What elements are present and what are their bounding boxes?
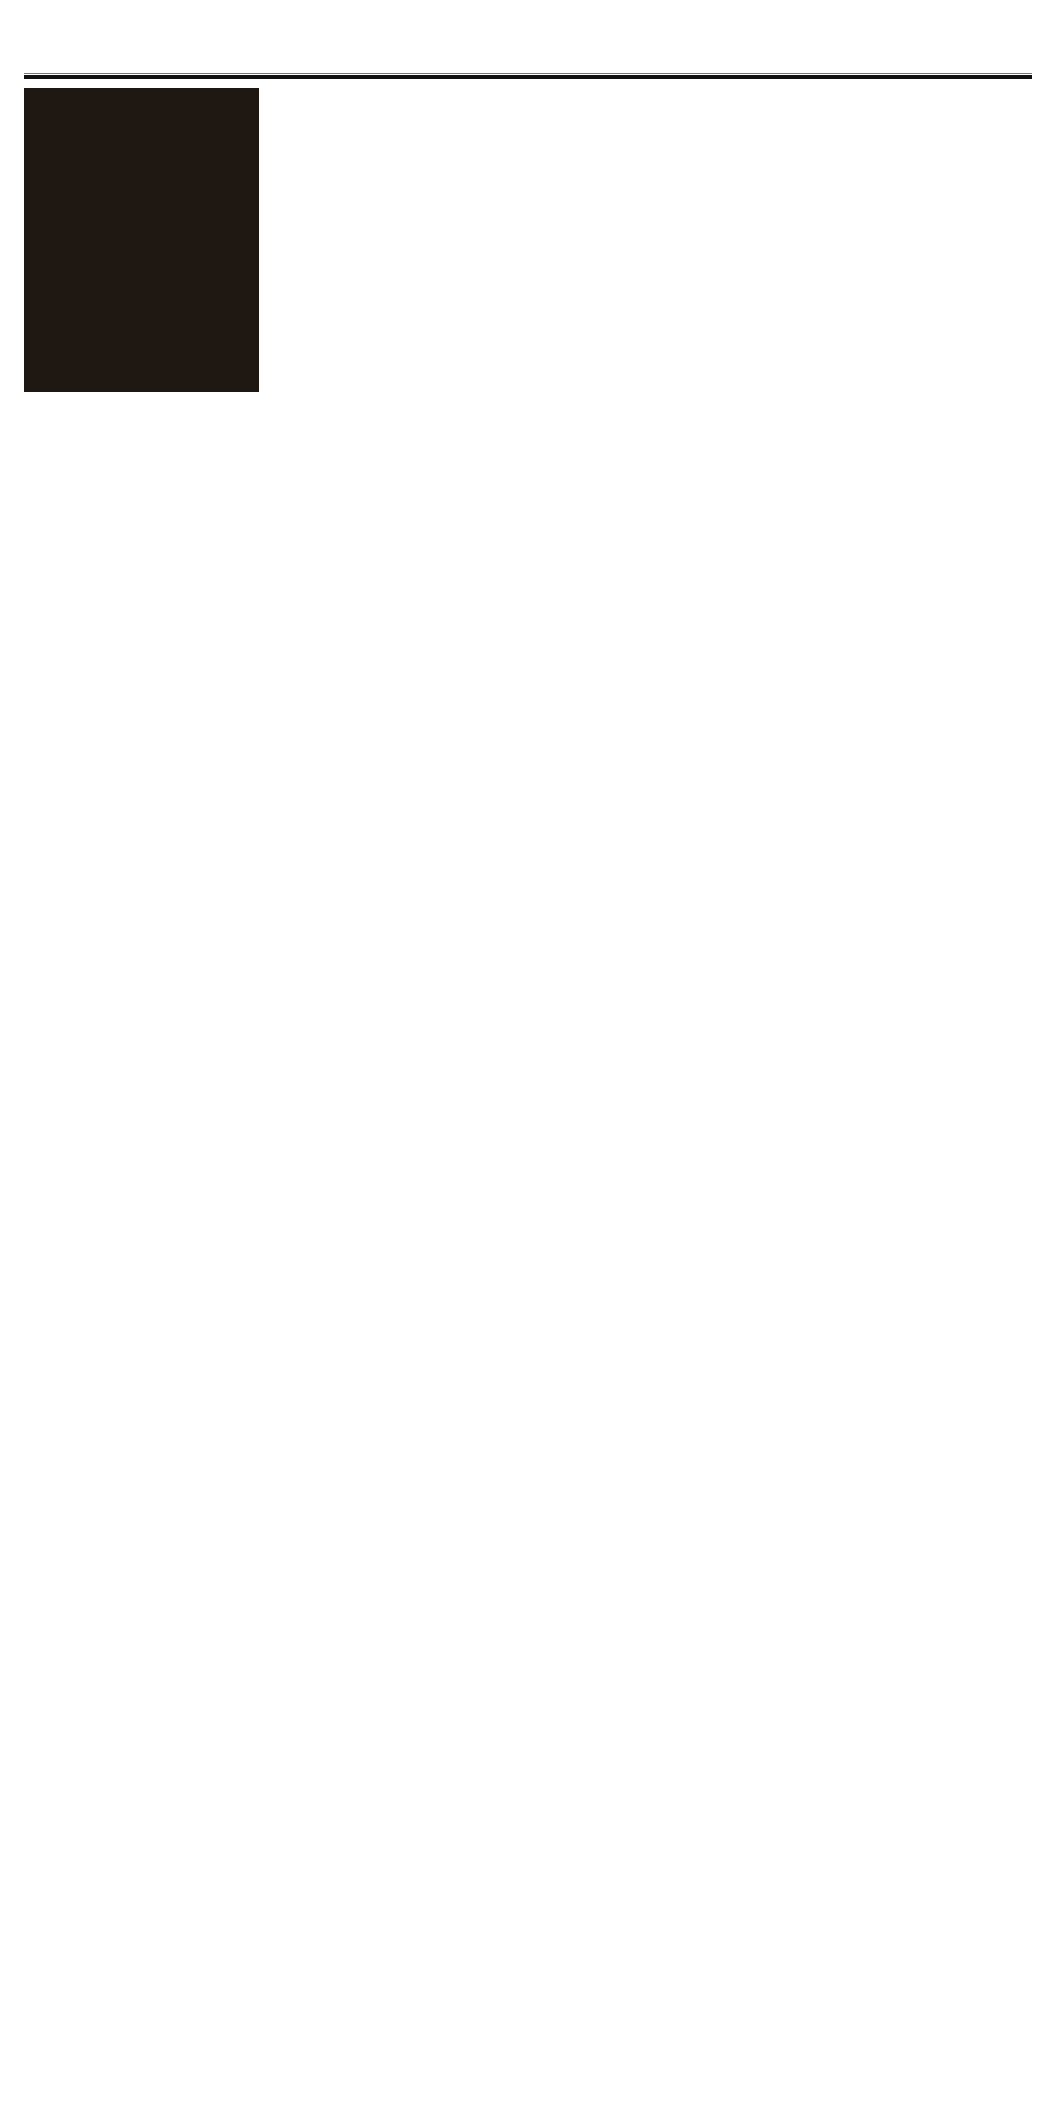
header-rule [24, 75, 1032, 79]
spacer [24, 88, 259, 392]
header-rule-thin [24, 73, 1032, 74]
